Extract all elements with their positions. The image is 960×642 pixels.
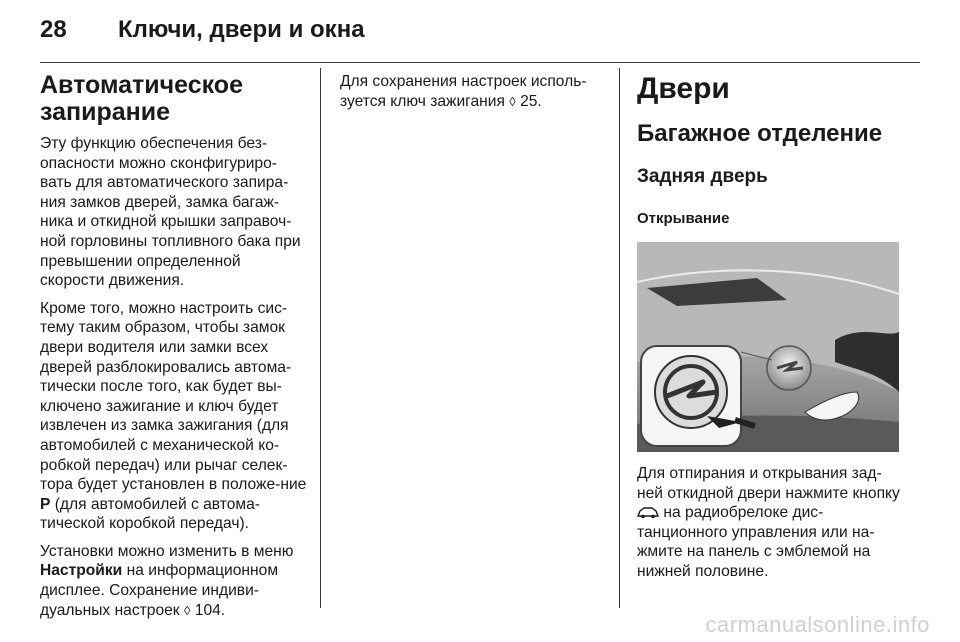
column-1: [40, 72, 308, 628]
heading-opening: Открывание: [637, 210, 730, 227]
paragraph: Установки можно изменить в меню Настройки на информационном дисплее. Сохранение индиви-дуальных настроек ◊ 104.: [40, 542, 294, 619]
heading-luggage-compartment: Багажное отделение: [637, 120, 883, 147]
section-heading-auto-lock: Автоматическое запирание: [40, 71, 243, 126]
page-header: [40, 10, 365, 50]
gear-position-p: P: [40, 495, 51, 513]
car-unlock-icon: [637, 506, 659, 519]
page-ref-icon: ◊: [183, 602, 191, 618]
page-ref-icon: ◊: [509, 93, 516, 109]
settings-menu-name: Настройки: [40, 562, 123, 580]
column-divider-1: [320, 68, 321, 608]
column-3: [637, 72, 905, 590]
page-ref[interactable]: 25.: [520, 92, 542, 110]
paragraph: Кроме того, можно настроить сис-тему таким образом, чтобы замок двери водителя или замки всех дверей разблокировались автома-тически после того, как будет вы-ключено зажигание и ключ будет извлечен из замка зажигания (для автомобилей с механической ко-робкой передач) или рычаг селек-тора будет установлен в положе-ние P (для автомобилей с автома-тической коробкой передач).: [40, 299, 307, 533]
heading-doors: Двери: [637, 72, 730, 105]
paragraph: Для сохранения настроек исполь-зуется ключ зажигания ◊ 25.: [340, 73, 587, 110]
column-divider-2: [619, 68, 620, 608]
tailgate-illustration: [637, 242, 899, 452]
page-ref[interactable]: 104.: [194, 601, 226, 619]
chapter-title: Ключи, двери и окна: [118, 16, 365, 43]
paragraph: Эту функцию обеспечения без-опасности можно сконфигуриро-вать для автоматического запира-ния замков дверей, замка багаж-ника и откидной крышки заправоч-ной горловины топливного бака при превышении определенной скорости движения.: [40, 135, 301, 290]
watermark: carmanualsonline.info: [705, 612, 930, 637]
paragraph: Для отпирания и открывания зад-ней откидной двери нажмите кнопку на радиобрелоке дис-танционного управления или на-жмите на панель с эмблемой на нижней половине.: [637, 465, 900, 580]
page-number: 28: [40, 16, 67, 43]
column-2: [340, 72, 602, 119]
header-rule: [40, 62, 920, 63]
heading-tailgate: Задняя дверь: [637, 166, 768, 187]
